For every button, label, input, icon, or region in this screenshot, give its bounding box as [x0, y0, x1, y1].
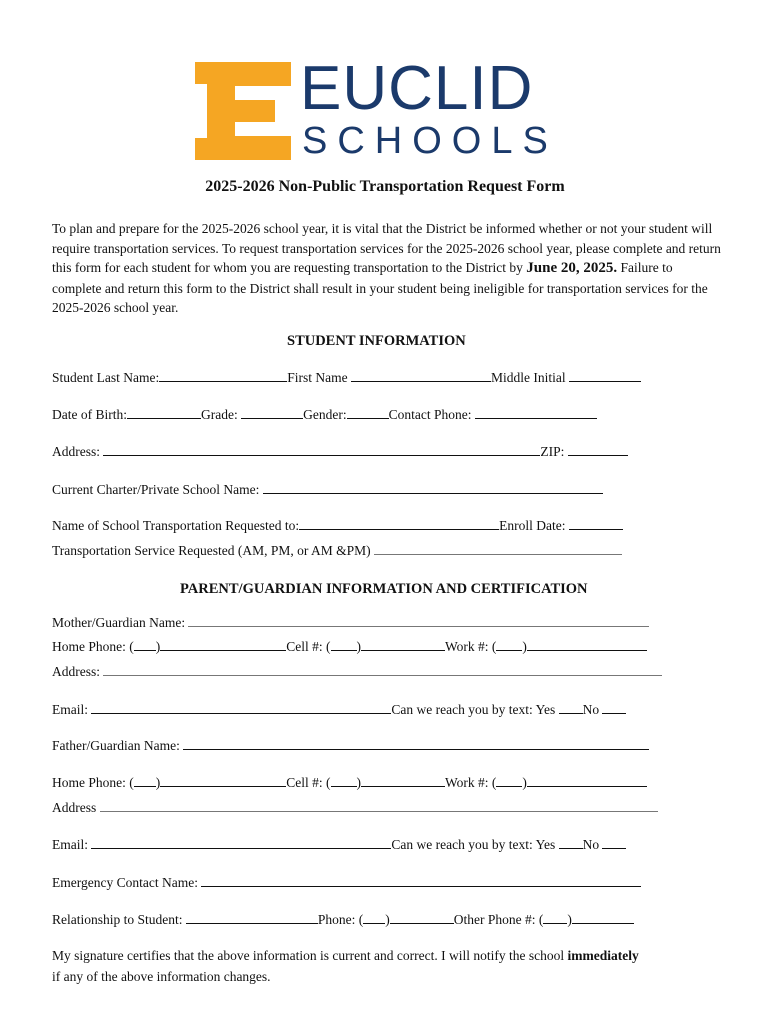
father-address-field[interactable]: [100, 799, 658, 812]
student-details-row: Date of Birth: Grade: Gender: Contact Phone:: [52, 406, 597, 423]
mother-address-row: Address:: [52, 663, 662, 680]
father-home-area-field[interactable]: [134, 774, 156, 787]
mother-email-row: Email: Can we reach you by text: Yes No: [52, 701, 626, 718]
logo-letter-e: [195, 62, 291, 164]
emergency-phone-field[interactable]: [390, 911, 454, 924]
school-name-row: Current Charter/Private School Name:: [52, 481, 603, 498]
service-row: Transportation Service Requested (AM, PM, or AM &PM): [52, 542, 622, 559]
transport-school-field[interactable]: [299, 517, 499, 530]
other-phone-field[interactable]: [572, 911, 634, 924]
father-name-field[interactable]: [183, 737, 649, 750]
immediately-emphasis: immediately: [567, 948, 639, 963]
grade-field[interactable]: [241, 406, 303, 419]
mother-home-phone-field[interactable]: [160, 638, 286, 651]
father-cell-field[interactable]: [361, 774, 445, 787]
mother-text-yes-field[interactable]: [559, 701, 583, 714]
mother-phones-row: Home Phone: ( ) Cell #: ( ) Work #: ( ): [52, 638, 647, 655]
father-text-no-field[interactable]: [602, 836, 626, 849]
mother-address-field[interactable]: [103, 663, 662, 676]
zip-field[interactable]: [568, 443, 628, 456]
transport-school-row: Name of School Transportation Requested to: Enroll Date:: [52, 517, 623, 534]
father-email-field[interactable]: [91, 836, 391, 849]
emergency-contact-row: Emergency Contact Name:: [52, 874, 641, 891]
logo-schools-text: SCHOOLS: [302, 120, 558, 162]
mother-cell-area-field[interactable]: [331, 638, 357, 651]
parent-info-heading: PARENT/GUARDIAN INFORMATION AND CERTIFICATION: [180, 581, 588, 597]
mother-name-row: Mother/Guardian Name:: [52, 614, 649, 631]
enroll-date-field[interactable]: [569, 517, 623, 530]
father-work-field[interactable]: [527, 774, 647, 787]
mother-cell-field[interactable]: [361, 638, 445, 651]
deadline: June 20, 2025.: [526, 260, 618, 277]
intro-paragraph: To plan and prepare for the 2025-2026 school year, it is vital that the District be informed whether or not your student will require transportation services. To request transportation services for the 2025-2026 school year, please complete and return this form for each student for whom you are requesting transportation to the District by June 20, 2025. Failure to complete and return this form to the District shall result in your student being ineligible for transportation services for the 2025-2026 school year.: [52, 221, 721, 316]
gender-field[interactable]: [347, 406, 389, 419]
student-info-heading: STUDENT INFORMATION: [287, 333, 466, 349]
student-name-row: Student Last Name: First Name Middle Initial: [52, 369, 641, 386]
relationship-row: Relationship to Student: Phone: ( ) Other Phone #: ( ): [52, 911, 634, 928]
contact-phone-field[interactable]: [475, 406, 597, 419]
certification-text: My signature certifies that the above information is current and correct. I will notify the school immediately if any of the above information changes.: [52, 948, 639, 984]
father-home-phone-field[interactable]: [160, 774, 286, 787]
form-title: 2025-2026 Non-Public Transportation Request Form: [205, 178, 565, 195]
school-name-field[interactable]: [263, 481, 603, 494]
father-text-yes-field[interactable]: [559, 836, 583, 849]
mother-email-field[interactable]: [91, 701, 391, 714]
father-phones-row: Home Phone: ( ) Cell #: ( ) Work #: ( ): [52, 774, 647, 791]
service-field[interactable]: [374, 542, 622, 555]
father-email-row: Email: Can we reach you by text: Yes No: [52, 836, 626, 853]
address-field[interactable]: [103, 443, 540, 456]
dob-field[interactable]: [127, 406, 201, 419]
mother-name-field[interactable]: [188, 614, 649, 627]
mother-text-no-field[interactable]: [602, 701, 626, 714]
student-address-row: Address: ZIP:: [52, 443, 628, 460]
mother-work-area-field[interactable]: [496, 638, 522, 651]
last-name-field[interactable]: [159, 369, 287, 382]
middle-initial-field[interactable]: [569, 369, 641, 382]
father-cell-area-field[interactable]: [331, 774, 357, 787]
mother-home-area-field[interactable]: [134, 638, 156, 651]
emergency-contact-field[interactable]: [201, 874, 641, 887]
father-work-area-field[interactable]: [496, 774, 522, 787]
father-name-row: Father/Guardian Name:: [52, 737, 649, 754]
emergency-phone-area-field[interactable]: [363, 911, 385, 924]
relationship-field[interactable]: [186, 911, 318, 924]
other-phone-area-field[interactable]: [543, 911, 567, 924]
mother-work-field[interactable]: [527, 638, 647, 651]
first-name-field[interactable]: [351, 369, 491, 382]
father-address-row: Address: [52, 799, 658, 816]
logo-euclid-text: EUCLID: [300, 54, 534, 123]
